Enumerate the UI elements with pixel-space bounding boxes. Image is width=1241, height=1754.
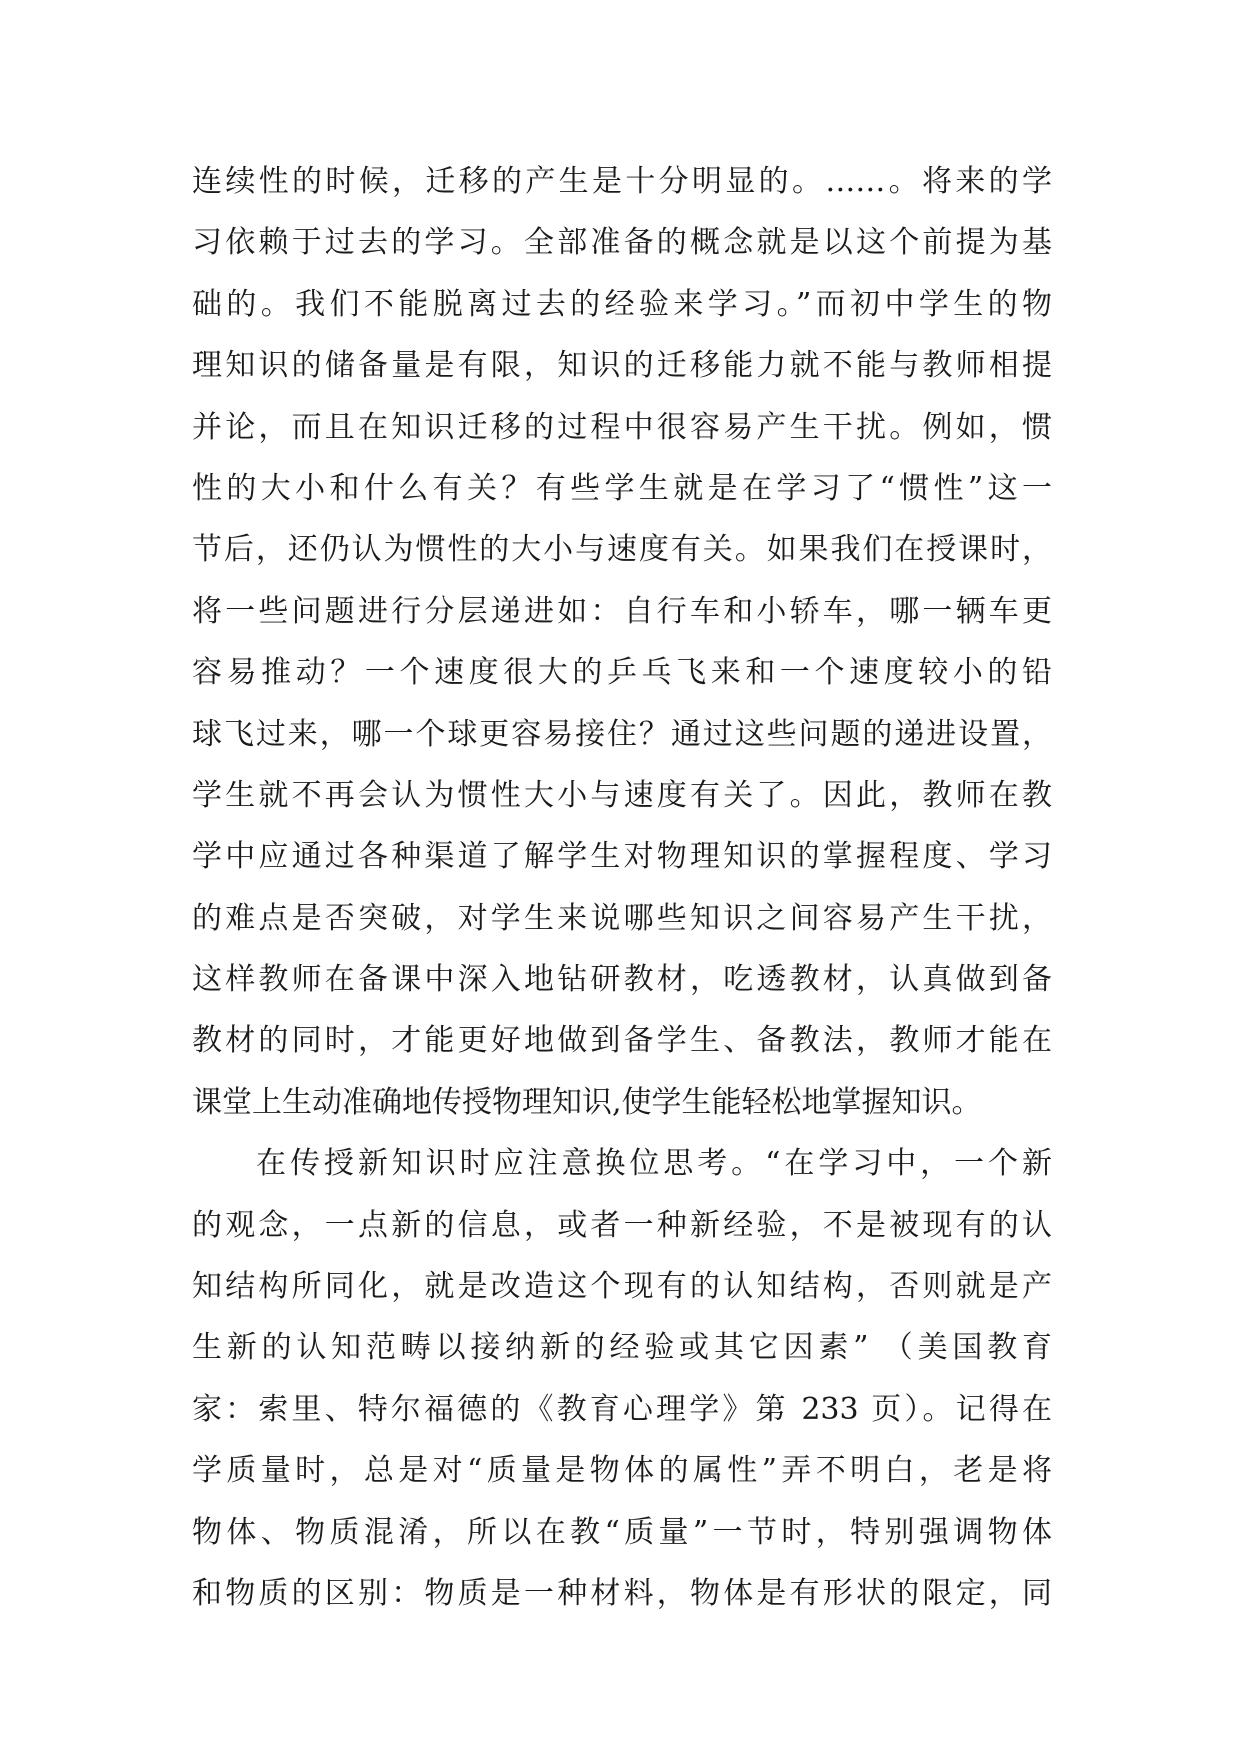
text-line: 理知识的储备量是有限，知识的迁移能力就不能与教师相提: [192, 348, 1052, 384]
text-line: 这样教师在备课中深入地钻研教材，吃透教材，认真做到备: [192, 962, 1052, 998]
text-line: 知结构所同化，就是改造这个现有的认知结构，否则就是产: [192, 1269, 1052, 1305]
text-line: 节后，还仍认为惯性的大小与速度有关。如果我们在授课时，: [192, 532, 1052, 568]
text-line: 并论，而且在知识迁移的过程中很容易产生干扰。例如，惯: [192, 409, 1052, 445]
text-line: 和物质的区别：物质是一种材料，物体是有形状的限定，同: [192, 1575, 1052, 1611]
text-line: 性的大小和什么有关？有些学生就是在学习了“惯性”这一: [192, 470, 1052, 506]
text-line: 球飞过来，哪一个球更容易接住？通过这些问题的递进设置，: [192, 716, 1052, 752]
text-line: 学质量时，总是对“质量是物体的属性”弄不明白，老是将: [192, 1453, 1052, 1489]
text-line: 生新的认知范畴以接纳新的经验或其它因素” （美国教育: [192, 1330, 1052, 1366]
text-line: 将一些问题进行分层递进如：自行车和小轿车，哪一辆车更: [192, 593, 1052, 629]
text-line: 物体、物质混淆，所以在教“质量”一节时，特别强调物体: [192, 1514, 1052, 1550]
paragraph-start-line: 在传授新知识时应注意换位思考。“在学习中，一个新: [256, 1146, 1052, 1182]
text-line: 学生就不再会认为惯性大小与速度有关了。因此，教师在教: [192, 777, 1052, 813]
text-line: 容易推动？一个速度很大的乒乓飞来和一个速度较小的铅: [192, 655, 1052, 691]
text-line: 的观念，一点新的信息，或者一种新经验，不是被现有的认: [192, 1207, 1052, 1243]
body-text: [192, 162, 1052, 1635]
text-line: 习依赖于过去的学习。全部准备的概念就是以这个前提为基: [192, 225, 1052, 261]
text-line: 础的。我们不能脱离过去的经验来学习。”而初中学生的物: [192, 286, 1052, 322]
text-line: 教材的同时，才能更好地做到备学生、备教法，教师才能在: [192, 1023, 1052, 1059]
text-line: 家：索里、特尔福德的《教育心理学》第 233 页）。记得在: [192, 1391, 1052, 1427]
paragraph-end-line: 课堂上生动准确地传授物理知识,使学生能轻松地掌握知识。: [192, 1084, 982, 1120]
text-line: 连续性的时候，迁移的产生是十分明显的。……。将来的学: [192, 164, 1052, 199]
text-line: 的难点是否突破，对学生来说哪些知识之间容易产生干扰，: [192, 900, 1052, 936]
text-line: 学中应通过各种渠道了解学生对物理知识的掌握程度、学习: [192, 839, 1052, 875]
